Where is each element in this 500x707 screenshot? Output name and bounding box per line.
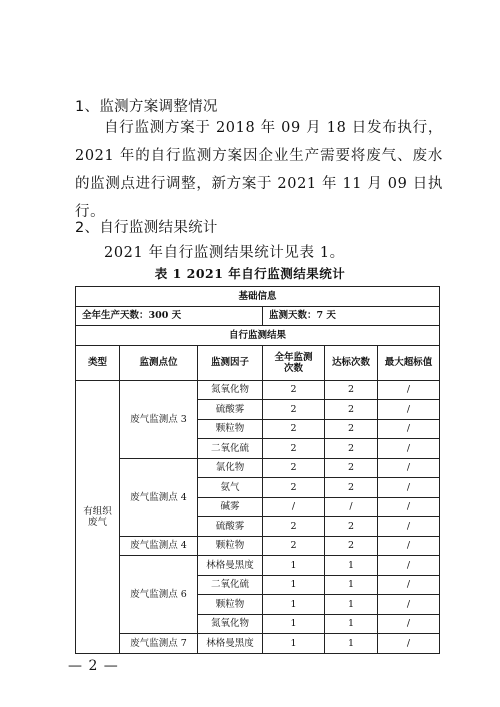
header-type: 类型 [76,345,120,380]
factor-cell: 碱雾 [198,497,263,517]
max-exceed-cell: / [378,595,440,615]
header-max-exceed: 最大超标值 [378,345,440,380]
annual-count-cell: 2 [263,478,325,498]
annual-count-cell: 2 [263,517,325,537]
factor-cell: 林格曼黑度 [198,556,263,576]
annual-count-cell: / [263,497,325,517]
max-exceed-cell: / [378,400,440,420]
factor-cell: 氮氧化物 [198,614,263,634]
table-row [76,536,440,556]
annual-count-cell: 2 [263,536,325,556]
annual-count-cell: 2 [263,439,325,459]
section-1-paragraph [75,114,443,226]
page-number: — 2 — [68,658,119,674]
annual-count-cell: 2 [263,419,325,439]
factor-cell: 二氧化硫 [198,575,263,595]
pass-count-cell: 2 [325,478,378,498]
pass-count-cell: 2 [325,439,378,459]
monitoring-point-cell: 废气监测点 4 [120,458,198,536]
pass-count-cell: / [325,497,378,517]
header-point: 监测点位 [120,345,198,380]
max-exceed-cell: / [378,536,440,556]
max-exceed-cell: / [378,556,440,576]
table-row [76,458,440,478]
annual-count-cell: 2 [263,380,325,400]
max-exceed-cell: / [378,634,440,654]
monitoring-point-cell: 废气监测点 7 [120,634,198,654]
annual-count-cell: 2 [263,458,325,478]
pass-count-cell: 1 [325,634,378,654]
factor-cell: 颗粒物 [198,595,263,615]
annual-count-cell: 2 [263,400,325,420]
annual-count-cell: 1 [263,595,325,615]
pass-count-cell: 2 [325,400,378,420]
monitoring-point-cell: 废气监测点 4 [120,536,198,556]
factor-cell: 颗粒物 [198,536,263,556]
max-exceed-cell: / [378,497,440,517]
header-factor: 监测因子 [198,345,263,380]
factor-cell: 氮氧化物 [198,380,263,400]
basic-info-row [76,287,440,307]
max-exceed-cell: / [378,458,440,478]
annual-count-cell: 1 [263,556,325,576]
days-row [76,306,440,326]
paragraph-line: 行监测方案因企业生产需要将废气、废水的监测点进行调整，新 [75,148,443,192]
pass-count-cell: 1 [325,556,378,576]
max-exceed-cell: / [378,614,440,634]
section-2-heading: 2、自行监测结果统计 [75,220,218,236]
annual-count-cell: 1 [263,575,325,595]
pass-count-cell: 2 [325,517,378,537]
table-row [76,380,440,400]
max-exceed-cell: / [378,419,440,439]
production-days-cell: 全年生产天数：300 天 [76,306,263,326]
monitoring-point-cell: 废气监测点 6 [120,556,198,634]
monitoring-results-table [75,286,440,654]
annual-count-cell: 1 [263,614,325,634]
table-row [76,634,440,654]
max-exceed-cell: / [378,439,440,459]
table-row [76,556,440,576]
annual-count-cell: 1 [263,634,325,654]
basic-info-title: 基础信息 [76,287,440,307]
paragraph-line: 自行监测方案于 2018 年 09 月 18 日发布执行，2021 年的自 [75,120,443,164]
category-cell: 有组织废气 [76,380,120,653]
max-exceed-cell: / [378,575,440,595]
monitoring-point-cell: 废气监测点 3 [120,380,198,458]
header-row [76,345,440,380]
factor-cell: 硫酸雾 [198,400,263,420]
section-1-heading: 1、监测方案调整情况 [75,99,218,115]
pass-count-cell: 2 [325,419,378,439]
section-2-intro: 2021 年自行监测结果统计见表 1。 [104,245,345,261]
results-title-row [76,326,440,346]
pass-count-cell: 1 [325,575,378,595]
max-exceed-cell: / [378,517,440,537]
header-annual-count: 全年监测次数 [263,345,325,380]
pass-count-cell: 2 [325,380,378,400]
factor-cell: 颗粒物 [198,419,263,439]
pass-count-cell: 1 [325,595,378,615]
factor-cell: 二氧化硫 [198,439,263,459]
header-pass-count: 达标次数 [325,345,378,380]
results-title: 自行监测结果 [76,326,440,346]
factor-cell: 硫酸雾 [198,517,263,537]
factor-cell: 氨气 [198,478,263,498]
monitoring-days-cell: 监测天数：7 天 [263,306,440,326]
max-exceed-cell: / [378,478,440,498]
pass-count-cell: 1 [325,614,378,634]
paragraph-line: 方案于 2021 年 11 月 09 日执行。 [75,176,443,220]
table-caption: 表 1 2021 年自行监测结果统计 [154,266,346,281]
max-exceed-cell: / [378,380,440,400]
factor-cell: 氯化物 [198,458,263,478]
factor-cell: 林格曼黑度 [198,634,263,654]
pass-count-cell: 2 [325,458,378,478]
pass-count-cell: 2 [325,536,378,556]
